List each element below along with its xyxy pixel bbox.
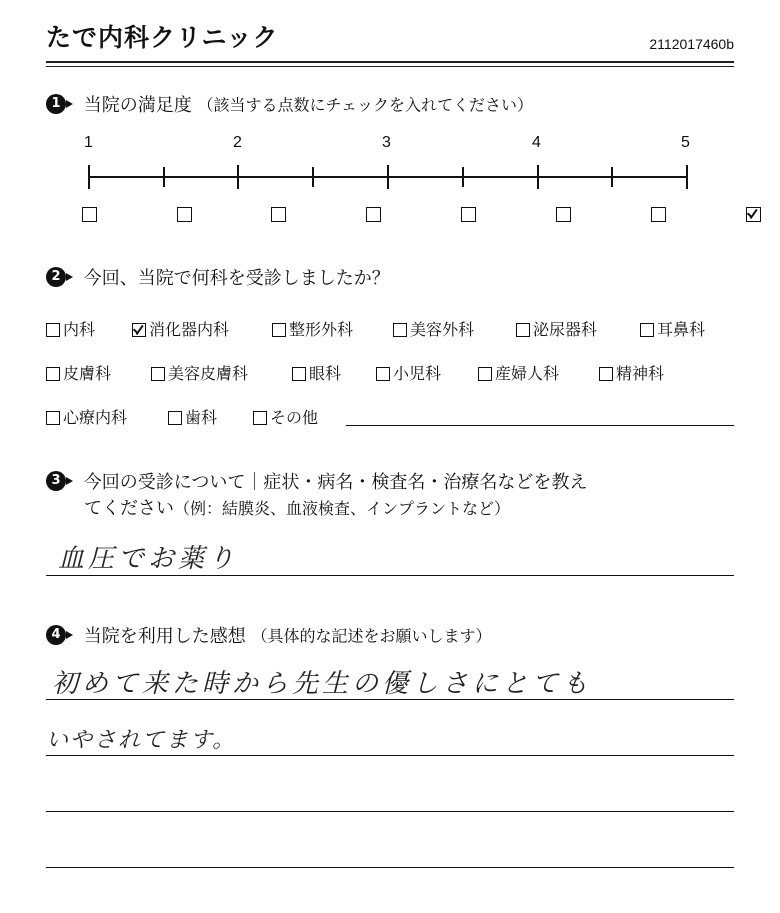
department-option[interactable]: 耳鼻科	[640, 317, 705, 340]
q4-handwritten-answer-line2: いやされてます。	[46, 728, 237, 753]
q3-handwritten-answer: 血圧でお薬り	[58, 544, 239, 574]
department-option[interactable]: 泌尿器科	[516, 317, 597, 340]
q1-text: 当院の満足度	[83, 95, 192, 116]
q4-text: 当院を利用した感想	[83, 626, 246, 647]
q4-heading	[46, 622, 491, 648]
department-option[interactable]: 整形外科	[272, 317, 353, 340]
q2-number-badge: 2	[46, 267, 66, 287]
department-checkbox[interactable]	[168, 411, 182, 425]
scale-label-2: 2	[233, 134, 242, 151]
department-checkbox[interactable]	[46, 367, 60, 381]
department-checkbox[interactable]	[46, 323, 60, 337]
scale-checkbox[interactable]	[556, 207, 571, 222]
q4-answer-line-4[interactable]	[46, 867, 734, 868]
clinic-title: たで内科クリニック	[46, 23, 279, 52]
department-checkbox[interactable]	[376, 367, 390, 381]
scale-checkbox[interactable]	[177, 207, 192, 222]
department-checkbox[interactable]	[253, 411, 267, 425]
q3-heading-cont	[84, 494, 510, 520]
department-checkbox[interactable]	[516, 323, 530, 337]
scale-checkbox[interactable]	[366, 207, 381, 222]
department-option[interactable]: その他	[253, 405, 318, 428]
q3-number-badge: 3	[46, 471, 66, 491]
q1-note: （該当する点数にチェックを入れてください）	[197, 95, 533, 115]
satisfaction-scale	[0, 0, 780, 240]
q4-note: （具体的な記述をお願いします）	[251, 626, 492, 646]
q4-handwritten-answer-line1: 初めて来た時から先生の優しさにとても	[52, 669, 593, 699]
department-option[interactable]: 小児科	[376, 361, 441, 384]
scale-label-3: 3	[382, 134, 391, 151]
scale-checkbox[interactable]	[746, 207, 761, 222]
q4-answer-line-1[interactable]	[46, 699, 734, 700]
q3-note: （例：結膜炎、血液検査、インプラントなど）	[174, 499, 511, 518]
department-option[interactable]: 歯科	[168, 405, 217, 428]
department-checkbox[interactable]	[393, 323, 407, 337]
scale-label-5: 5	[681, 134, 690, 151]
department-option[interactable]: 美容外科	[393, 317, 474, 340]
scale-line	[80, 160, 700, 194]
department-checkbox[interactable]	[132, 323, 146, 337]
q2-text: 今回、当院で何科を受診しましたか？	[83, 268, 390, 289]
department-option[interactable]: 産婦人科	[478, 361, 559, 384]
document-id: 2112017460b	[649, 36, 734, 52]
q2-heading	[46, 264, 390, 290]
q3-answer-line[interactable]	[46, 575, 734, 576]
q4-number-badge: 4	[46, 625, 66, 645]
department-option[interactable]: 皮膚科	[46, 361, 111, 384]
scale-checkbox[interactable]	[651, 207, 666, 222]
q4-answer-line-2[interactable]	[46, 755, 734, 756]
scale-label-1: 1	[84, 134, 93, 151]
q1-number-badge: 1	[46, 94, 66, 114]
scale-checkbox[interactable]	[82, 207, 97, 222]
scale-checkbox[interactable]	[271, 207, 286, 222]
q3-text-line1: 今回の受診について｜症状・病名・検査名・治療名などを教え	[83, 472, 588, 493]
department-option[interactable]: 消化器内科	[132, 317, 229, 340]
department-checkbox[interactable]	[46, 411, 60, 425]
department-checkbox[interactable]	[272, 323, 286, 337]
department-checkbox[interactable]	[478, 367, 492, 381]
department-checkbox[interactable]	[151, 367, 165, 381]
scale-label-4: 4	[532, 134, 541, 151]
scale-checkbox[interactable]	[461, 207, 476, 222]
department-option[interactable]: 眼科	[292, 361, 341, 384]
department-option[interactable]: 美容皮膚科	[151, 361, 248, 384]
department-option[interactable]: 心療内科	[46, 405, 127, 428]
q3-text-line2: てください	[84, 498, 174, 519]
department-checkbox[interactable]	[599, 367, 613, 381]
department-option[interactable]: 内科	[46, 317, 95, 340]
other-department-line[interactable]	[346, 425, 734, 426]
department-checkbox[interactable]	[640, 323, 654, 337]
q4-answer-line-3[interactable]	[46, 811, 734, 812]
q3-heading	[46, 468, 587, 494]
department-checkbox[interactable]	[292, 367, 306, 381]
department-option[interactable]: 精神科	[599, 361, 664, 384]
